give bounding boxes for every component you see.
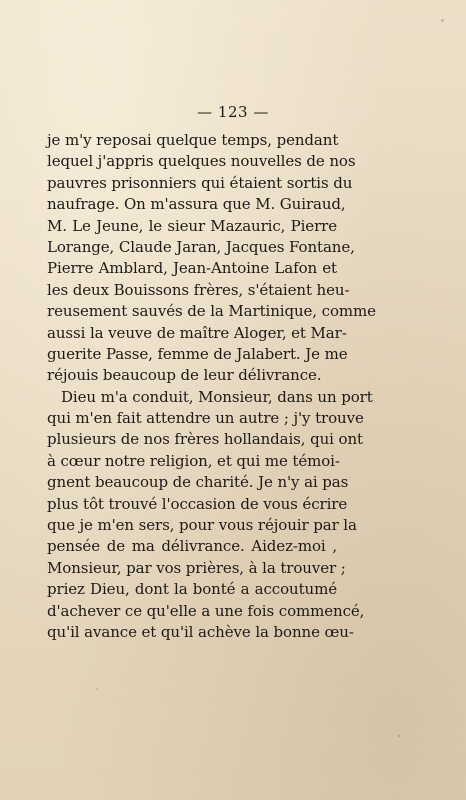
text-line: M. Le Jeune, le sieur Mazauric, Pierre — [47, 216, 337, 235]
text-line: que je m'en sers, pour vous réjouir par la — [47, 516, 357, 535]
text-line: Lorange, Claude Jaran, Jacques Fontane, — [47, 237, 355, 256]
text-line: plus tôt trouvé l'occasion de vous écrire — [47, 494, 348, 513]
paper-speck — [441, 19, 444, 22]
text-line: à cœur notre religion, et qui me témoi- — [47, 451, 340, 470]
page-number: — 123 — — [197, 103, 269, 121]
text-line: les deux Bouissons frères, s'étaient heu- — [47, 280, 350, 299]
text-line: naufrage. On m'assura que M. Guiraud, — [47, 195, 346, 214]
text-line: Dieu m'a conduit, Monsieur, dans un port — [61, 387, 373, 406]
paper-speck — [398, 735, 400, 737]
text-line: d'achever ce qu'elle a une fois commencé, — [47, 601, 365, 620]
paragraph-1 — [47, 130, 376, 387]
paragraph-2 — [47, 387, 373, 644]
text-line: pauvres prisonniers qui étaient sortis du — [47, 173, 353, 192]
text-line: Pierre Amblard, Jean-Antoine Lafon et — [47, 259, 337, 278]
text-line: qu'il avance et qu'il achève la bonne œu- — [47, 622, 354, 641]
text-line: priez Dieu, dont la bonté a accoutumé — [47, 580, 337, 599]
text-line: plusieurs de nos frères hollandais, qui ont — [47, 430, 363, 449]
text-line: aussi la veuve de maître Aloger, et Mar- — [47, 323, 347, 342]
paper-speck — [96, 688, 98, 690]
text-line: Monsieur, par vos prières, à la trouver ; — [47, 558, 346, 577]
text-line: réjouis beaucoup de leur délivrance. — [47, 366, 322, 385]
text-line: reusement sauvés de la Martinique, comme — [47, 302, 376, 321]
body-text — [47, 130, 376, 643]
text-line: gnent beaucoup de charité. Je n'y ai pas — [47, 473, 349, 492]
text-line: lequel j'appris quelques nouvelles de nos — [47, 152, 356, 171]
text-line: je m'y reposai quelque temps, pendant — [47, 131, 339, 149]
text-line: pensée de ma délivrance. Aidez-moi , — [47, 537, 337, 556]
text-line: qui m'en fait attendre un autre ; j'y trouve — [47, 409, 364, 428]
text-line: guerite Passe, femme de Jalabert. Je me — [47, 344, 348, 363]
